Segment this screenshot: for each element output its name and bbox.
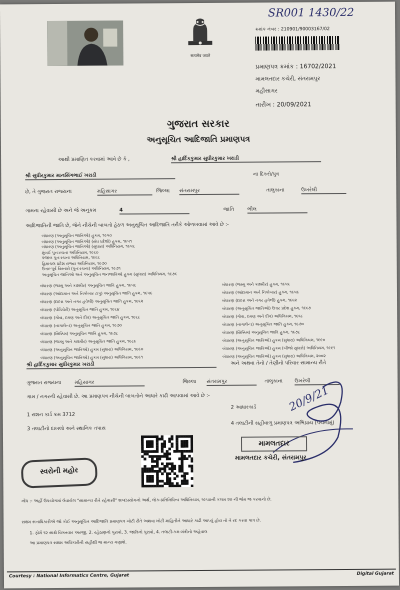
certificate-sheet (0, 2, 399, 589)
residence-taluka-label: તાલુકાના (264, 378, 283, 385)
order-item: બંધારણ (અનુસૂચિત જાતિઓ) હુકમ (સુધારા) અધિનિયમ, ૧૯૯૧ (40, 354, 143, 361)
residence-village: મહિસાગર (75, 379, 145, 386)
national-emblem (182, 15, 218, 59)
order-item: બંધારણ (દાદરા અને નગર હવેલી) અનુસૂચિત જાતિ હુકમ, ૧૯૬૨ (40, 298, 144, 305)
village-line: ગામ / નગરની રહેવાસી છે. આ પ્રમાણપત્ર નીચેની બાબતોને આધારે કાઢી આપવામાં આવે છે :- (26, 392, 210, 401)
residence-district-value: સંતરામપુર (207, 379, 257, 386)
mamlatdar-office: મામલતદાર કચેરી, સંતરામપુર (235, 454, 307, 462)
order-item: બંધારણ (અનુસૂચિત જાતિઓ) હુકમ (સુધારા) અધિનિયમ, ૧૯૯૦ (222, 337, 326, 343)
order-item: બંધારણ (અનુસૂચિત જાતિઓ) ઉત્તર પ્રદેશ હુકમ, ૧૯૬૭ (222, 305, 311, 311)
certificate-number: પ્રમાણપત્ર ક્રમાંક : 16702/2021 (255, 63, 337, 71)
village-name: મહિસાગર (97, 188, 152, 195)
order-item: બંધારણ (જમ્મુ અને કાશ્મીર) હુકમ, ૧૯૫૬ (221, 281, 290, 287)
handwritten-signature-date: 20/9/21 (286, 383, 331, 414)
intro-text: આથી પ્રમાણિત કરવામાં આવે છે કે , (58, 156, 130, 163)
state-text: છે, તે ગુજરાત રાજ્યના (25, 188, 72, 196)
note-item-1: 1. ફોર્મ ૧૨ સાથે વિગતવાર અરજી, 2. રહેઠાણનો પુરાવો, 3. જાતિનો પુરાવો, 4. તલાટી-કમ-મંત્રીનો અહેવાલ (29, 528, 208, 536)
barcode-label: ક્રમાંક નંબર : 210901/90003167/02 (255, 27, 330, 33)
order-item: બંધારણ (જમ્મુ અને કાશ્મીર) અનુસૂચિત જાતિ હુકમ, ૧૯૫૬ (39, 282, 137, 289)
barcode (255, 36, 339, 51)
issuing-district: મહીસાગર (255, 88, 278, 95)
note-item-2: આ પ્રમાણપત્ર સક્ષમ અધિકારીની સહીથી જ માન્ય ગણાશે. (29, 539, 127, 546)
tribe-name: ભીલ (247, 206, 307, 213)
scheduled-line: આદિજાતિની જાતિ છે, જેને નીચેની બાબતો હેઠળ અનુસૂચિત આદિજાતિ તરીકે ઓળખવામાં આવે છે :- (25, 221, 229, 230)
orders-right-list (222, 280, 393, 361)
order-item: હિમાચલ પ્રદેશ રાજ્ય અધિનિયમ, ૧૯૭૦ (41, 260, 107, 266)
residence-trail: અને અથવા તેનો / તેણીનો પરિવાર સામાન્ય રીતે (230, 360, 326, 367)
handwritten-serial: SR001 1430/22 (267, 5, 355, 20)
qr-code-icon (141, 435, 193, 487)
qr-code (141, 435, 193, 487)
father-name: શ્રી સુધીરકુમાર માનસિંગભાઈ ખરાડી (25, 172, 175, 180)
ashoka-emblem-icon (185, 15, 215, 49)
order-item: પંજાબ પુનઃરચના અધિનિયમ, ૧૯૬૬ (41, 254, 100, 261)
order-item: બંધારણ (આંદામાન અને નિકોબાર) હુકમ, ૧૯૫૯ (221, 289, 299, 295)
issuing-office: મામલતદાર કચેરી, સંતરામપુર (255, 76, 321, 83)
emblem-caption: सत्यमेव जयते (190, 52, 211, 59)
order-item: મુંબઈ પુનઃરચના અધિનિયમ, ૧૯૬૦ (41, 249, 99, 255)
title-government: ગુજરાત સરકાર (167, 118, 230, 131)
relation: ના દિકરો/પુત્ર (253, 171, 280, 178)
footer-courtesy: Courtesy : National Informatics Centre, Gujarat (8, 573, 130, 580)
basis-item-2: 2 આધારકાર્ડ (230, 404, 257, 411)
title-certificate: અનુસૂચિત આદિજાતિ પ્રમાણપત્ર (146, 134, 251, 145)
tribe-number: 4 (119, 207, 189, 214)
order-item: બંધારણ (નાગાલેન્ડ) અનુસૂચિત જાતિ હુકમ, ૧૯૭૦ (222, 321, 304, 327)
note-1: નોંધ :- અહીં ઉપયોગમાં લેવાયેલ "સામાન્ય રીતે રહેવાસી" શબ્દપ્રયોગનો અર્થ, લોક-પ્રતિનિધિત્વ અધિનિયમ, ૧૯૫૦ની કલમ ૨૦ ની જેમ જ કરવાનો છે. (21, 496, 272, 504)
order-item: બંધારણ (ગોવા, દમણ અને દીવ) અનુસૂચિત જાતિ હુકમ, ૧૯૬૮ (40, 314, 141, 321)
order-item: બંધારણ (ગોવા, દમણ અને દીવ) અધિનિયમ, ૧૯૬૮ (222, 313, 303, 319)
residence-district-label: જિલ્લા (182, 379, 197, 386)
applicant-photo (47, 21, 123, 67)
residence-taluka-value: ઉખરેલી (295, 378, 340, 385)
order-item: ઉત્તર-પૂર્વ વિસ્તારો (પુનઃરચના) અધિનિયમ, ૧૯૭૧ (41, 265, 121, 272)
order-item: બંધારણ (દાદરા અને નગર હવેલી) હુકમ, ૧૯૬૨ (222, 297, 297, 303)
basis-item-4: 4 તલાટીની સહીવાળુ પ્રમાણપત્ર અભિપ્રાય (પંચનામું) (230, 420, 335, 427)
order-item: બંધારણ (અનુસૂચિત જાતિઓ) (સુધારા) અધિનિયમ, ૧૯૫૬ (41, 243, 135, 250)
note-2: સક્ષમ સત્તાધિકારીએ જો કોઈ અનુસૂચિત આદિજાતિ પ્રમાણપત્ર ખોટી રીતે અથવા ખોટી માહિતીને આધારે કાઢી આપ્યું હોય તો તે રદ કરવા પાત્ર છે. (21, 517, 261, 525)
basis-item-1: 1 રાશન કાર્ડ ક્રમ 3712 (26, 411, 76, 419)
applicant-name: શ્રી હાર્દિકકુમાર સુધીરકુમાર ખરાડી (171, 155, 321, 163)
taluka-label: તાલુકાના (266, 187, 285, 194)
resident-name: શ્રી હાર્દિકકુમાર સુધીરકુમાર ખરાડી (26, 361, 216, 369)
residence-state: ગુજરાત રાજ્યના (26, 379, 62, 387)
order-item: બંધારણ (અનુસૂચિત જાતિઓ) હુકમ (બીજો સુધારો) અધિનિયમ, ૧૯૯૧ (222, 345, 336, 351)
order-item: બંધારણ (અનુસૂચિત જાતિઓ) હુકમ, ૧૯૫૦ (41, 232, 112, 239)
order-item: બંધારણ (સિક્કિમ) અનુસૂચિત જાતિ હુકમ, ૧૯૭૮ (40, 330, 119, 337)
tribe-label: જાતિ (223, 206, 235, 213)
taluka-value: ઉખરેલી (301, 187, 346, 194)
mamlatdar-stamp: મામલતદાર (241, 436, 307, 451)
order-item: અનુસૂચિત જાતિઓ અને અનુસૂચિત જનજાતિઓ હુકમ (સુધારા) અધિનિયમ, ૧૯૭૬ (41, 270, 177, 277)
footer-bar (7, 569, 396, 583)
tribe-text: ગામના રહેવાસી છે અને જે અનુક્રમ (25, 207, 97, 215)
person-photo-icon (47, 21, 123, 67)
order-item: બંધારણ (જમ્મુ અને કાશ્મીર) અનુસૂચિત જાતિ હુકમ, ૧૯૮૯ (40, 338, 137, 345)
issue-date: તારીખ : 20/09/2021 (255, 101, 312, 109)
orders-left-list (40, 281, 211, 362)
district-value: સંતરામપુર (179, 188, 239, 195)
order-item: બંધારણ (સિક્કિમ) અનુસૂચિત જાતિ હુકમ, ૧૯૭૮ (222, 329, 301, 335)
office-seal: સ્વરોની મહોર (21, 457, 98, 488)
basis-item-3: 3 તલાટીનો દાખલો અને સ્થાનિક તપાસ (26, 425, 106, 433)
footer-digital-gujarat: Digital Gujarat (356, 571, 394, 577)
order-item: બંધારણ (નાગાલેન્ડ) અનુસૂચિત જાતિ હુકમ, ૧૯૭૦ (40, 322, 122, 329)
district-label: જિલ્લા (156, 188, 170, 195)
order-item: બંધારણ (અનુસૂચિત જાતિઓ) હુકમ (સુધારા) અધિનિયમ, ૧૯૯૦ (40, 346, 144, 353)
order-item: બંધારણ (પોંડિચેરી) અનુસૂચિત જાતિ હુકમ, ૧૯૬૪ (40, 306, 120, 313)
orders-upper-list (42, 231, 392, 277)
order-item: બંધારણ (અનુસૂચિત જાતિઓ) હુકમ (સુધારા) અધિનિયમ, ૨૦૦૨ (222, 353, 326, 359)
order-item: બંધારણ (અનુસૂચિત જાતિઓ) (સંઘ પ્રદેશો) હુકમ, ૧૯૫૧ (41, 237, 132, 244)
order-item: બંધારણ (આંદામાન અને નિકોબાર ટાપુ) અનુસૂચિત જાતિ હુકમ, ૧૯૫૯ (39, 290, 153, 297)
